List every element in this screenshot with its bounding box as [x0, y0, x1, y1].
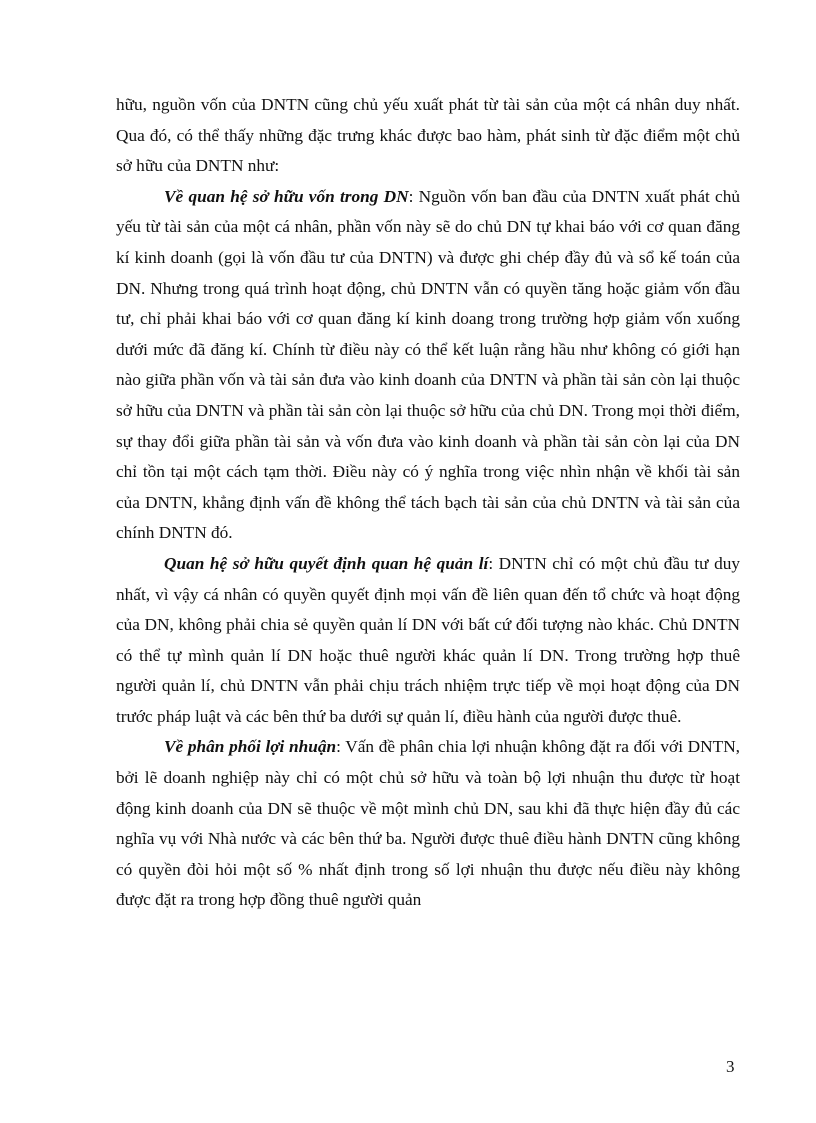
paragraph-profit-distribution: [116, 732, 740, 916]
paragraph-term: Quan hệ sở hữu quyết định quan hệ quản lí: [164, 553, 489, 573]
paragraph-term: Về quan hệ sở hữu vốn trong DN: [164, 186, 409, 206]
paragraph-text: : Vấn đề phân chia lợi nhuận không đặt ra đối với DNTN, bởi lẽ doanh nghiệp này chỉ có một chủ sở hữu và toàn bộ lợi nhuận thu được từ hoạt động kinh doanh của DN sẽ thuộc về một mình chủ DN, sau khi đã thực hiện đầy đủ các nghĩa vụ với Nhà nước và các bên thứ ba. Người được thuê điều hành DNTN cũng không có quyền đòi hỏi một số % nhất định trong số lợi nhuận thu được nếu điều này không được đặt ra trong hợp đồng thuê người quản: [116, 737, 740, 910]
paragraph-term: Về phân phối lợi nhuận: [164, 737, 337, 757]
paragraph-management: [116, 549, 740, 733]
paragraph-capital-ownership: [116, 182, 740, 549]
paragraph-text: hữu, nguồn vốn của DNTN cũng chủ yếu xuất phát từ tài sản của một cá nhân duy nhất. Qua đó, có thể thấy những đặc trưng khác được bao hàm, phát sinh từ đặc điểm một chủ sở hữu của DNTN như:: [116, 95, 740, 176]
paragraph-intro: [116, 90, 740, 182]
document-body: [116, 90, 740, 916]
paragraph-text: : Nguồn vốn ban đầu của DNTN xuất phát chủ yếu từ tài sản của một cá nhân, phần vốn này sẽ do chủ DN tự khai báo với cơ quan đăng kí kinh doanh (gọi là vốn đầu tư của DNTN) và được ghi chép đầy đủ và sổ kế toán của DN. Nhưng trong quá trình hoạt động, chủ DNTN vẫn có quyền tăng hoặc giảm vốn đầu tư, chỉ phải khai báo với cơ quan đăng kí kinh doang trong trường hợp giảm vốn xuống dưới mức đã đăng kí. Chính từ điều này có thể kết luận rằng hầu như không có giới hạn nào giữa phần vốn và tài sản đưa vào kinh doanh của DNTN và phần tài sản còn lại thuộc sở hữu của DNTN và phần tài sản còn lại thuộc sở hữu của chủ DN. Trong mọi thời điểm, sự thay đổi giữa phần tài sản và vốn đưa vào kinh doanh và phần tài sản còn lại của DN chỉ tồn tại một cách tạm thời. Điều này có ý nghĩa trong việc nhìn nhận về khối tài sản của DNTN, khẳng định vấn đề không thể tách bạch tài sản của chủ DNTN và tài sản của chính DNTN đó.: [116, 186, 740, 543]
page-number: 3: [726, 1057, 735, 1076]
paragraph-text: : DNTN chỉ có một chủ đầu tư duy nhất, vì vậy cá nhân có quyền quyết định mọi vấn đề liên quan đến tổ chức và hoạt động của DN, không phải chia sẻ quyền quản lí DN với bất cứ đối tượng nào khác. Chủ DNTN có thể tự mình quản lí DN hoặc thuê người khác quản lí DN. Trong trường hợp thuê người quản lí, chủ DNTN vẫn phải chịu trách nhiệm trực tiếp về mọi hoạt động của DN trước pháp luật và các bên thứ ba dưới sự quản lí, điều hành của người được thuê.: [116, 553, 740, 726]
